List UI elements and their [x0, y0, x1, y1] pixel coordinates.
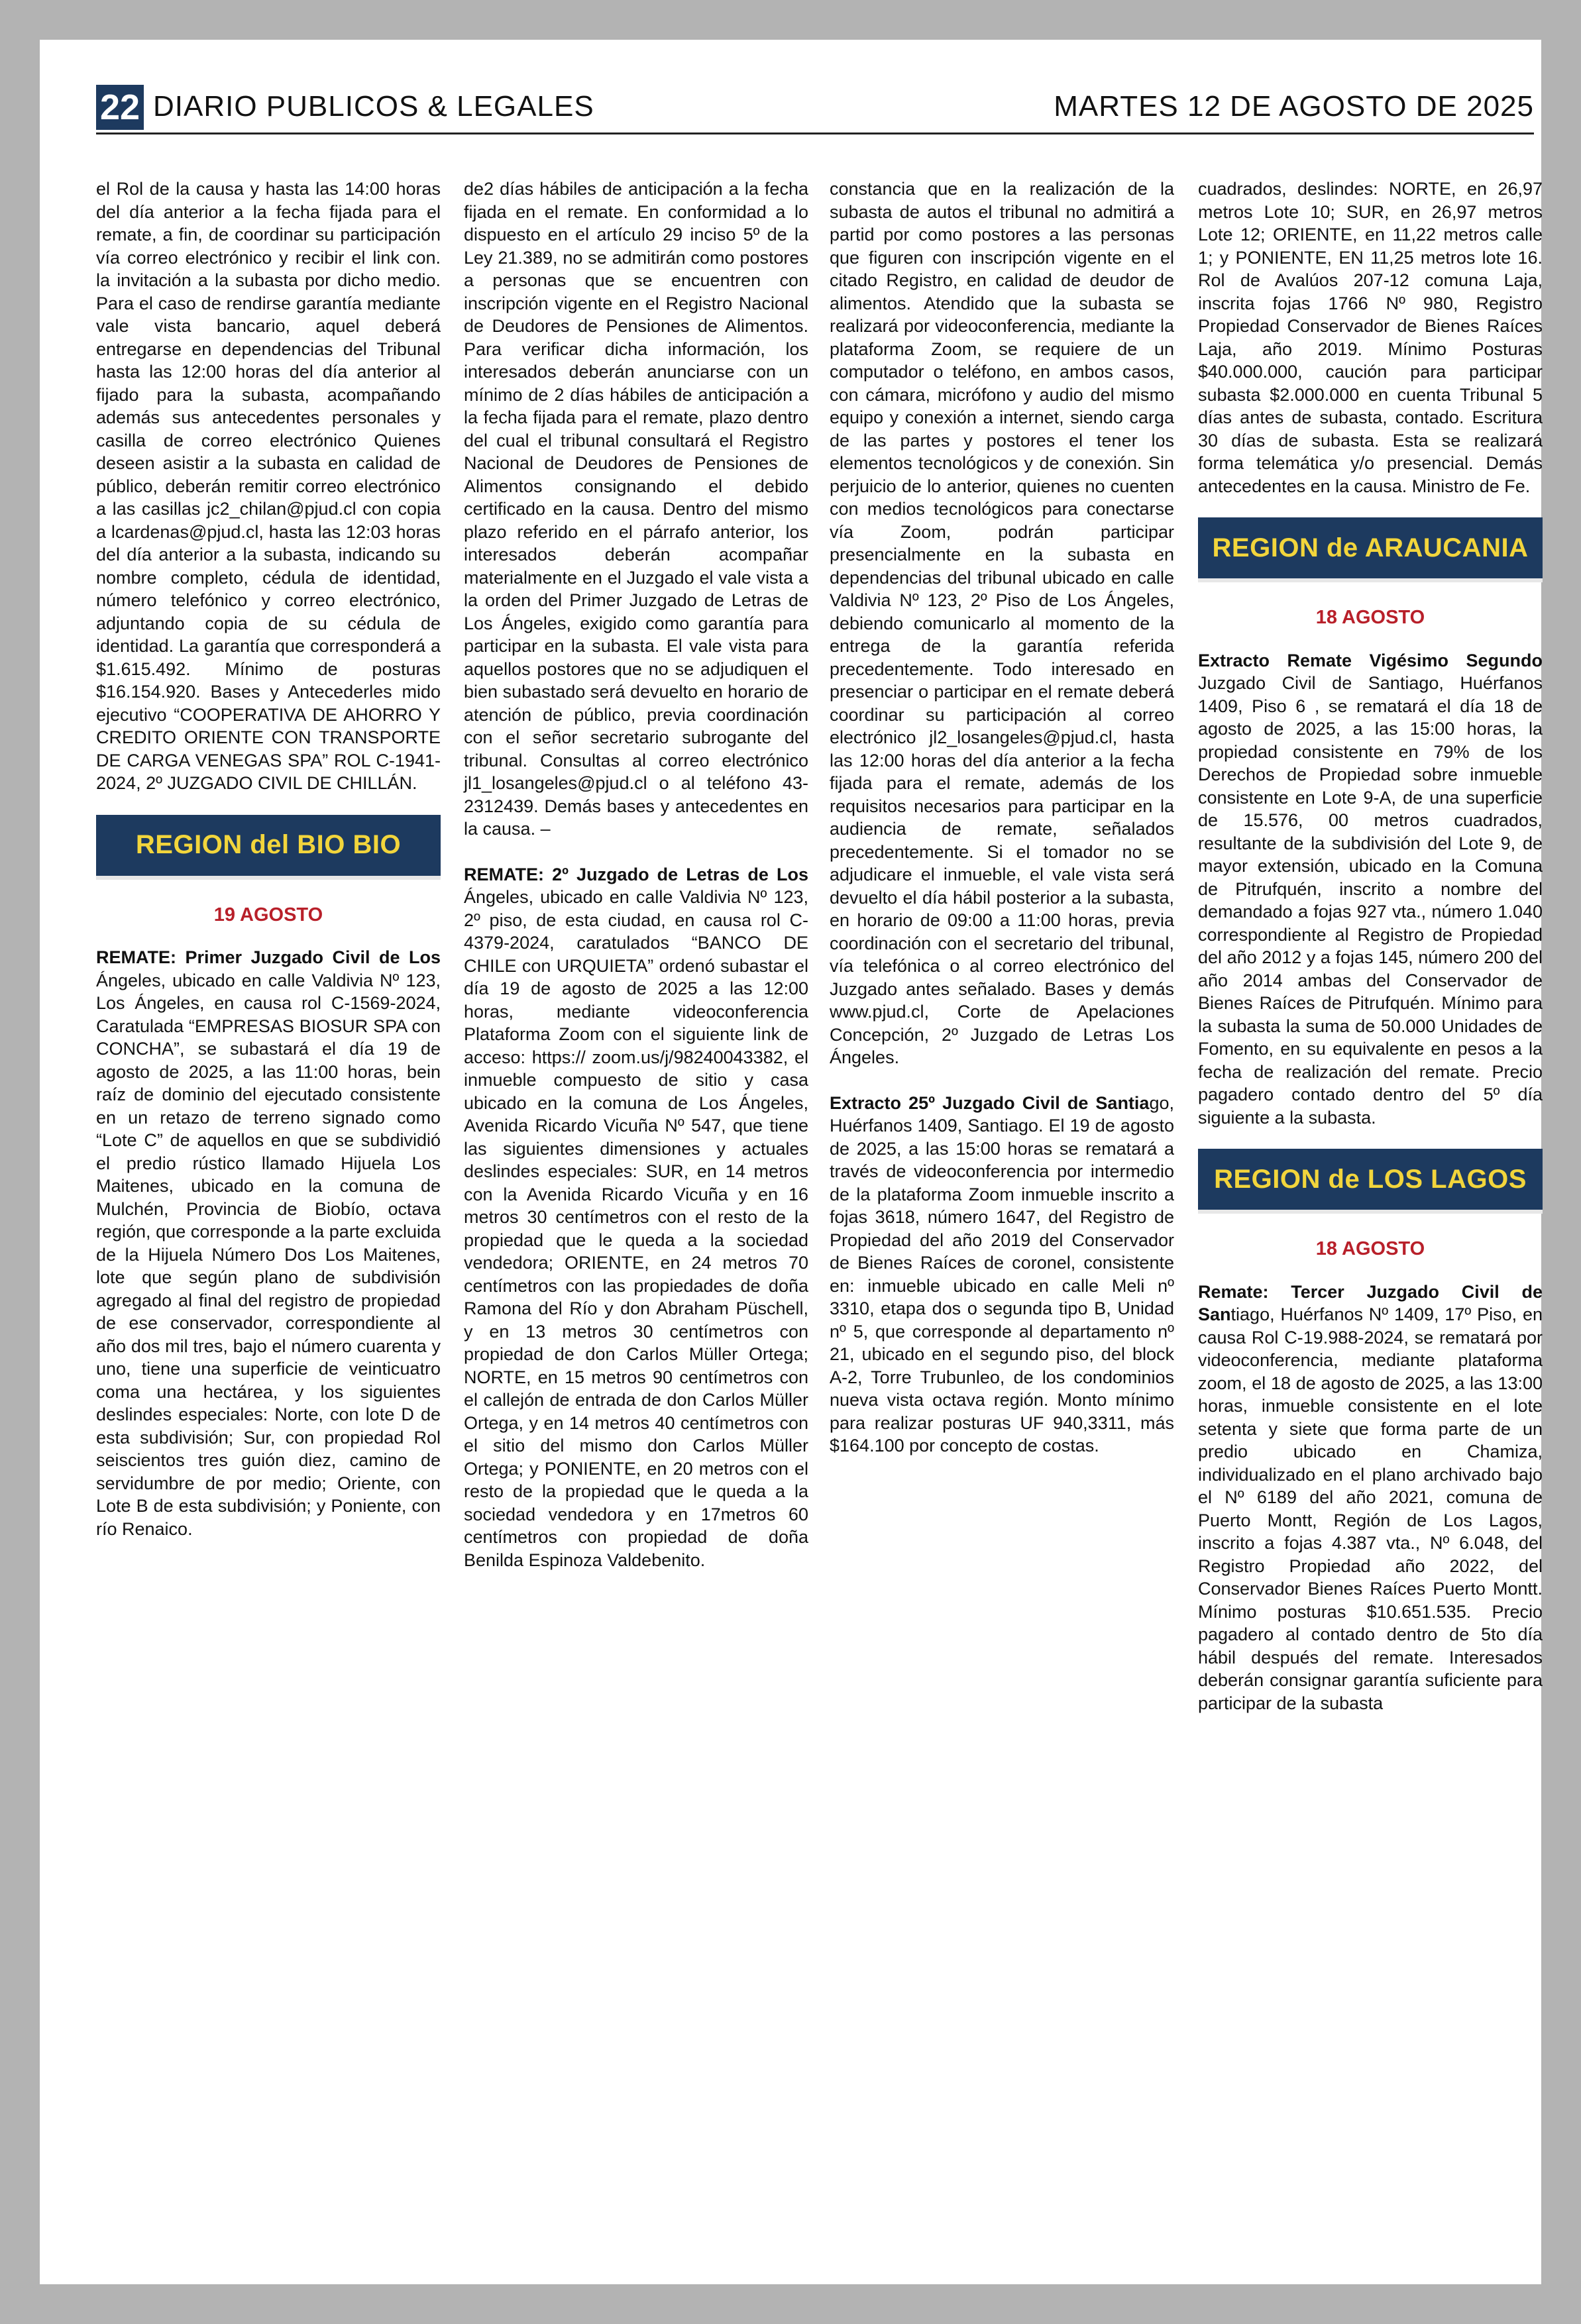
notice-body: tiago, Huérfanos Nº 1409, 17º Piso, en causa Rol C-19.988-2024, se rematará por videoconferencia, mediante plataforma zoom, el 18 de agosto de 2025, a las 13:00 horas, inmueble consistente en el lote setenta y siete que forma parte de un predio ubicado en Chamiza, individualizado en el plano archivado bajo el Nº 6189 del año 2021, comuna de Puerto Montt, Región de Los Lagos, inscrito a fojas 4.387 vta., Nº 6.048, del Registro Propiedad año 2022, del Conservador Bienes Raíces Puerto Montt. Mínimo posturas $10.651.535. Precio pagadero al contado dentro de 5to día hábil después del remate. Interesados deberán consignar garantía suficiente para participar de la subasta	[1198, 1304, 1543, 1713]
notice-lead: REMATE: 2º Juzgado de Letras de Los	[464, 864, 808, 884]
section-date: 18 AGOSTO	[1315, 1238, 1425, 1259]
legal-notice	[1198, 1281, 1543, 1715]
section-date: 19 AGOSTO	[213, 904, 323, 925]
notice-continuation: cuadrados, deslindes: NORTE, en 26,97 metros Lote 10; SUR, en 26,97 metros Lote 12; ORIENTE, en 11,22 metros calle 1; y PONIENTE, EN 11,25 metros lote 16. Rol de Avalúos 207-12 comuna Laja, inscrita fojas 1766 Nº 980, Registro Propiedad Conservador de Bienes Raíces Laja, año 2019. Mínimo Posturas $40.000.000, caución para participar subasta $2.000.000 en cuenta Tribunal 5 días antes de subasta, contado. Escritura 30 días de subasta. Esta se realizará forma telemática y/o presencial. Demás antecedentes en la causa. Ministro de Fe.	[1198, 179, 1543, 496]
legal-notice	[1198, 649, 1543, 1130]
publication-title: DIARIO PUBLICOS & LEGALES	[153, 90, 594, 123]
legal-notice	[96, 946, 441, 1540]
notice-lead: REMATE: Primer Juzgado Civil de Los	[96, 947, 441, 967]
notice-continuation: de2 días hábiles de anticipación a la fecha fijada en el remate. En conformidad a lo dispuesto en el artículo 29 inciso 5º de la Ley 21.389, no se admitirán como postores a personas que se encuentren con inscripción vigente en el Registro Nacional de Deudores de Pensiones de Alimentos. Para verificar dicha información, los interesados deberán anunciarse con un mínimo de 2 días hábiles de anticipación a la fecha fijada para el remate, plazo dentro del cual el tribunal consultará el Registro Nacional de Deudores de Pensiones de Alimentos consignando el debido certificado en la causa. Dentro del mismo plazo referido en el párrafo anterior, los interesados deberán acompañar materialmente en el Juzgado el vale vista a la orden del Primer Juzgado de Letras de Los Ángeles, exigido como garantía para participar en la subasta. El vale vista para aquellos postores que no se adjudiquen el bien subastado será devuelto en horario de atención de público, previa coordinación con el señor secretario subrogante del tribunal. Consultas al correo electrónico jl1_losangeles@pjud.cl o al teléfono 43-2312439. Demás bases y antecedentes en la causa. –	[464, 179, 808, 839]
region-banner-araucania: REGION de ARAUCANIA	[1198, 517, 1543, 582]
notice-body: Ángeles, ubicado en calle Valdivia Nº 123, Los Ángeles, en causa rol C-1569-2024, Caratulada “EMPRESAS BIOSUR SPA con CONCHA”, se subastará el día 19 de agosto de 2025, a las 11:00 horas, bein raíz de dominio del ejecutado consistente en un retazo de terreno signado como “Lote C” de aquellos en que se subdividió el predio rústico llamado Hijuela Los Maitenes, ubicado en la comuna de Mulchén, Provincia de Biobío, octava región, que corresponde a la parte excluida de la Hijuela Número Dos Los Maitenes, lote que según plano de subdivisión agregado al final del registro de propiedad de ese conservador, correspondiente al año dos mil tres, bajo el número cuarenta y uno, tiene una superficie de veinticuatro coma una hectárea, y los siguientes deslindes especiales: Norte, con lote D de esta subdivisión; Sur, con propiedad Rol seiscientos tres guión diez, camino de servidumbre de por medio; Oriente, con Lote B de esta subdivisión; y Poniente, con río Renaico.	[96, 970, 441, 1539]
legal-notice	[830, 1092, 1174, 1457]
column-1	[96, 178, 441, 1540]
column-4	[1198, 178, 1543, 1715]
notice-continuation: el Rol de la causa y hasta las 14:00 horas del día anterior a la fecha fijada para el remate, a fin, de coordinar su participación vía correo electrónico y recibir el link con. la invitación a la subasta por dicho medio. Para el caso de rendirse garantía mediante vale vista bancario, aquel deberá entregarse en dependencias del Tribunal hasta las 12:00 horas del día anterior al fijado para la subasta, acompañando además sus antecedentes personales y casilla de correo electrónico Quienes deseen asistir a la subasta en calidad de público, deberán remitir correo electrónico a las casillas jc2_chilan@pjud.cl con copia a lcardenas@pjud.cl, hasta las 12:03 horas del día anterior a la subasta, indicando su nombre completo, cédula de identidad, número telefónico y correo electrónico, adjuntando copia de su cédula de identidad. La garantía que corresponderá a $1.615.492. Mínimo de posturas $16.154.920. Bases y Antecederles mido ejecutivo “COOPERATIVA DE AHORRO Y CREDITO ORIENTE CON TRANSPORTE DE CARGA VENEGAS SPA” ROL C-1941-2024, 2º JUZGADO CIVIL DE CHILLÁN.	[96, 179, 441, 793]
legal-notice	[464, 863, 808, 1572]
header-rule	[96, 132, 1534, 134]
page-number: 22	[96, 85, 144, 130]
notice-body: Juzgado Civil de Santiago, Huérfanos 1409, Piso 6 , se rematará el día 18 de agosto de 2025, a las 15:00 horas, la propiedad consistente en 79% de los Derechos de Propiedad sobre inmueble consistente en Lote 9-A, de una superficie de 15.576, 00 metros cuadrados, resultante de la subdivisión del Lote 9, de mayor extensión, ubicado en la Comuna de Pitrufquén, inscrito a nombre del demandado a fojas 927 vta., número 1.040 correspondiente al Registro de Propiedad del año 2012 y a fojas 145, número 200 del año 2014 ambas del Conservador de Bienes Raíces de Pitrufquén. Mínimo para la subasta la suma de 50.000 Unidades de Fomento, en su equivalente en pesos a la fecha de realización del remate. Precio pagadero contado dentro del 5º día siguiente a la subasta.	[1198, 673, 1543, 1128]
page-header	[96, 85, 1534, 131]
issue-date: MARTES 12 DE AGOSTO DE 2025	[1054, 90, 1534, 123]
region-banner-bio-bio: REGION del BIO BIO	[96, 815, 441, 880]
notice-continuation: constancia que en la realización de la subasta de autos el tribunal no admitirá a partid por como postores a las personas que figuren con inscripción vigente en el citado Registro, en calidad de deudor de alimentos. Atendido que la subasta se realizará por videoconferencia, mediante la plataforma Zoom, se requiere de un computador o teléfono, en ambos casos, con cámara, micrófono y audio del mismo equipo y conexión a internet, siendo carga de las partes y postores el tener los elementos tecnológicos y de conexión. Sin perjuicio de lo anterior, quienes no cuenten con medios tecnológicos para conectarse vía Zoom, podrán participar presencialmente en la subasta en dependencias del tribunal ubicado en calle Valdivia Nº 123, 2º Piso de Los Ángeles, debiendo comunicarlo al momento de la entrega de la garantía referida precedentemente. Todo interesado en presenciar o participar en el remate deberá coordinar su participación al correo electrónico jl2_losangeles@pjud.cl, hasta las 12:00 horas del día anterior a la fecha fijada para el remate, además de los requisitos necesarios para participar en la audiencia de remate, señalados precedentemente. Si el tomador no se adjudicare el inmueble, el vale vista será devuelto el día hábil posterior a la subasta, en horario de 09:00 a 11:00 horas, previa coordinación con el secretario del tribunal, vía telefónica o al correo electrónico del Juzgado antes señalado. Bases y demás www.pjud.cl, Corte de Apelaciones Concepción, 2º Juzgado de Letras Los Ángeles.	[830, 179, 1174, 1067]
notice-body: go, Huérfanos 1409, Santiago. El 19 de agosto de 2025, a las 15:00 horas se rematará a través de videoconferencia por intermedio de la plataforma Zoom inmueble inscrito a fojas 3618, número 1647, del Registro de Propiedad del año 2019 del Conservador de Bienes Raíces de coronel, consistente en: inmueble ubicado en calle Meli nº 3310, etapa dos o segunda tipo B, Unidad nº 5, que corresponde al departamento nº 21, ubicado en el segundo piso, del block A-2, Torre Trubunleo, de los condominios nueva vista octava región. Monto mínimo para realizar posturas UF 940,3311, más $164.100 por concepto de costas.	[830, 1092, 1174, 1455]
notice-body: Ángeles, ubicado en calle Valdivia Nº 123, 2º piso, de esta ciudad, en causa rol C-4379-2024, caratulados “BANCO DE CHILE con URQUIETA” ordenó subastar el día 19 de agosto de 2025 a las 12:00 horas, mediante videoconferencia Plataforma Zoom con el siguiente link de acceso: https:// zoom.us/j/98240043382, el inmueble compuesto de sitio y casa ubicado en la comuna de Los Ángeles, Avenida Ricardo Vicuña Nº 547, que tiene las siguientes dimensiones y actuales deslindes especiales: SUR, en 14 metros con la Avenida Ricardo Vicuña y en 16 metros 30 centímetros con el resto de la propiedad que le queda a la sociedad vendedora; ORIENTE, en 24 metros 70 centímetros con las propiedades de doña Ramona del Río y don Abraham Püschell, y en 13 metros 30 centímetros con propiedad de don Carlos Müller Ortega; NORTE, en 15 metros 90 centímetros con el callejón de entrada de don Carlos Müller Ortega, y en 14 metros 40 centímetros con el sitio del mismo don Carlos Müller Ortega; y PONIENTE, en 20 metros con el resto de la propiedad que le queda a la sociedad vendedora y en 17metros 60 centímetros con propiedad de doña Benilda Espinoza Valdebenito.	[464, 887, 808, 1570]
notice-lead: Extracto Remate Vigésimo Segundo	[1198, 650, 1543, 670]
notice-lead: Extracto 25º Juzgado Civil de Santia	[830, 1092, 1150, 1113]
column-2	[464, 178, 808, 1571]
notice-lead: Remate: Tercer Juzgado Civil de San	[1198, 1281, 1543, 1324]
column-3	[830, 178, 1174, 1457]
section-date: 18 AGOSTO	[1315, 607, 1425, 628]
region-banner-los-lagos: REGION de LOS LAGOS	[1198, 1149, 1543, 1214]
